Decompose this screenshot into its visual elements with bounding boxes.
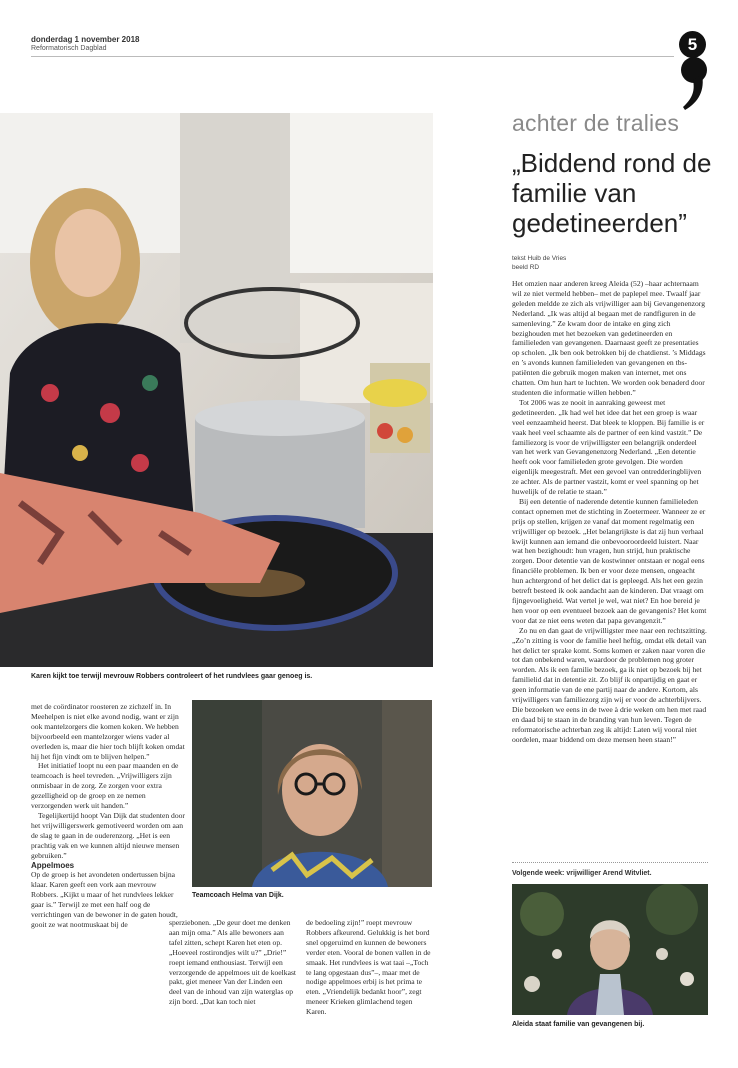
section-label: achter de tralies xyxy=(512,110,680,136)
issue-date: donderdag 1 november 2018 xyxy=(31,35,140,44)
page-number-badge: 5 xyxy=(679,31,706,58)
column-a xyxy=(31,702,185,930)
body-paragraph: Zo nu en dan gaat de vrijwilligster mee naar een rechtszitting. „Zo’n zitting is voor de familie heel heftig, omdat elk detail van het delict ter sprake komt. Soms komen er zaken naar voren die tot dan onbekend waren, waardoor de problemen nog groter worden. Als ik een familie bezoek, ga ik niet op bezoek bij het familielid dat in detentie zit. Zo blijf ik onpartijdig en gaat er geen informatie van de ene partij naar de andere. Kortom, als vrijwilligers van familiezorg zijn wij er voor de achterblijvers. Die bezoeken we eens in de twee à drie weken om hen met raad en daad bij te staan in de branding van hun leven. Tegen de reformatorische achterban zeg ik altijd: Laten wij vooral niet oordelen, maar biddend om deze mensen heen staan!” xyxy=(512,625,707,744)
comma-logo-icon xyxy=(679,52,709,112)
body-paragraph: met de coördinator roosteren ze zichzelf in. In Meehelpen is niet elke avond nodig, want er zijn ook mantelzorgers die komen koken. We hebben bijvoorbeeld een mantelzorger wiens vader al overleden is, maar die hier toch blijft koken omdat hij het fijn vindt om te blijven helpen.” xyxy=(31,702,185,761)
body-paragraph: Het omzien naar anderen kreeg Aleida (52) –haar achternaam wil ze niet vermeld hebben– met de paplepel mee. Twaalf jaar geleden meldde ze zich als vrijwilliger aan bij Gevangenenzorg Nederland. „Ik was altijd al begaan met de randfiguren in de samenleving.” Ze kwam door de intake en ging zich bezighouden met het bezoeken van gedetineerden en familieleden van gevangenen. Daarnaast geeft ze presentaties op scholen. „Ik ben ook betrokken bij de chatdienst. ’s Middags en ’s avonds kunnen familieleden van gevangenen en tbs-patiënten die gebruik mogen maken van internet, met ons chatten. Om hun hart te luchten. We worden ook benaderd door studenten die informatie willen hebben.” xyxy=(512,279,706,397)
body-paragraph: Tegelijkertijd hoopt Van Dijk dat studenten door het vrijwilligerswerk gemotiveerd worden om aan de slag te gaan in de ouderenzorg. „Het is een prachtig vak en we kunnen altijd nieuwe mensen gebruiken.” xyxy=(31,810,185,860)
body-paragraph: de bedoeling zijn!” roept mevrouw Robbers afkeurend. Gelukkig is het bord snel opgeruimd en kunnen de bewoners verder eten. Vooral de bonen vallen in de smaak. Het rundvlees is wat taai –„Toch te lang opgestaan dus”–, maar met de nodige appelmoes erbij is het prima te eten. „Vriendelijk bedankt hoor”, zegt meneer Krieken glimlachend tegen Karen. xyxy=(306,918,431,1017)
body-paragraph: sperziebonen. „De geur doet me denken aan mijn oma.” Als alle bewoners aan tafel zitten, schept Karen het eten op. „Hoeveel rostirondjes wilt u?” „Drie!” roept iemand enthousiast. Terwijl een verzorgende de appelmoes uit de koelkast pakt, giet meneer Van der Linden een deel van de inhoud van zijn waterglas op zijn bord. „Dat kan toch niet xyxy=(169,918,297,1007)
body-paragraph: Op de groep is het avondeten ondertussen bijna klaar. Karen geeft een vork aan mevrouw Robbers. „Kijkt u maar of het rundvlees lekker gaar is.” Terwijl ze met een half oog de verrichtingen van de bewoner in de gaten houdt, gooit ze wat nootmuskaat bij de xyxy=(31,870,178,929)
body-paragraph: Tot 2006 was ze nooit in aanraking geweest met gedetineerden. „Ik had wel het idee dat het een groep is waar veel eenzaamheid heerst. Dat bleek te kloppen. Bij familie is er vaak heel veel schaamte als de partner of een kind vastzit.” De familiezorg is voor de vrijwilligster een belangrijk onderdeel van het werk van Gevangenenzorg Nederland. „Een detentie heeft ook voor familieleden grote gevolgen. Die worden eigenlijk meegestraft. Met een gevoel van ontredderingblijven ze achter. Als de partner vastzit, komt er veel spanning op het huwelijk of de relatie te staan.” xyxy=(512,397,705,497)
text-credit: tekst Huib de Vries xyxy=(512,255,567,262)
right-column-body xyxy=(512,279,708,745)
aleida-photo xyxy=(512,884,708,1015)
portrait-photo xyxy=(192,700,432,887)
main-photo-caption: Karen kijkt toe terwijl mevrouw Robbers controleert of het rundvlees gaar genoeg is. xyxy=(31,673,313,680)
main-photo xyxy=(0,113,433,667)
next-week-teaser: Volgende week: vrijwilliger Arend Witvliet. xyxy=(512,870,652,877)
newspaper-name: Reformatorisch Dagblad xyxy=(31,45,107,52)
body-paragraph: Bij een detentie of naderende detentie kunnen familieleden contact opnemen met de stichting in Zoetermeer. Wanneer ze er prijs op stellen, krijgen ze vanaf dat moment regelmatig een vrijwilliger op bezoek. „Het belangrijkste is dat zij hun verhaal kwijt kunnen aan iemand die onbevooroordeeld luistert. Naar wat hen bezighoudt: hun vragen, hun strijd, hun praktische zorgen. Door detentie van de kostwinner ontstaan er nogal eens financiële problemen. Ik ben er voor deze mensen, ongeacht hun achtergrond of het delict dat is gepleegd. Als het een gezin betreft besteed ik ook aandacht aan de kinderen. Dat vraagt om fijngevoeligheid. Wat vertel je wel, wat niet? En hoe bereid je hen voor op een eventueel bezoek aan de gevangenis? Het komt voor dat ze niet eens weten dat papa gevangenzit.” xyxy=(512,496,707,625)
headline: „Biddend rond de familie van gedetineerden” xyxy=(512,148,712,238)
column-c xyxy=(306,918,434,1017)
portrait-photo-caption: Teamcoach Helma van Dijk. xyxy=(192,892,284,899)
column-b xyxy=(169,918,297,1007)
header-divider xyxy=(31,56,674,57)
dotted-divider xyxy=(512,862,708,863)
body-paragraph: Het initiatief loopt nu een paar maanden en de teamcoach is heel tevreden. „Vrijwilligers zijn onmisbaar in de zorg. Ze zorgen voor extra gezelligheid op de groep en ze nemen verzorgenden werk uit handen.” xyxy=(31,761,179,811)
image-credit: beeld RD xyxy=(512,264,540,271)
aleida-photo-caption: Aleida staat familie van gevangenen bij. xyxy=(512,1021,645,1028)
subheading: Appelmoes xyxy=(31,860,75,870)
